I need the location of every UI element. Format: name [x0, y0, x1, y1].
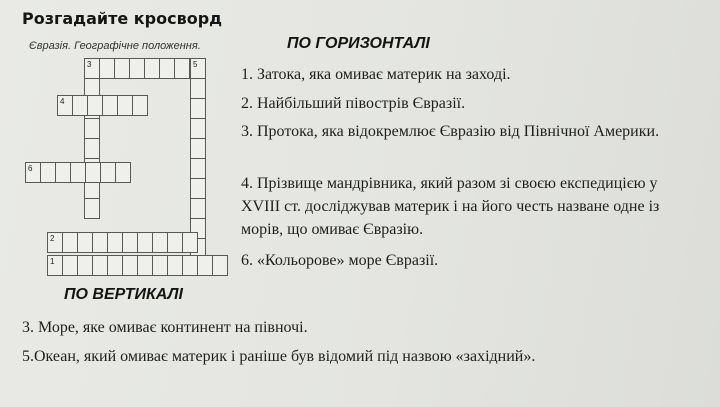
clue-number: 3 [87, 60, 92, 69]
crossword-cell[interactable] [190, 158, 206, 179]
crossword-cell[interactable] [55, 162, 71, 183]
crossword-cell[interactable] [102, 95, 118, 116]
crossword-cell[interactable] [152, 255, 168, 276]
vertical-heading: ПО ВЕРТИКАЛІ [64, 286, 183, 303]
crossword-cell[interactable] [87, 95, 103, 116]
crossword-cell[interactable] [107, 232, 123, 253]
crossword-cell[interactable] [132, 95, 148, 116]
crossword-cell[interactable] [174, 58, 190, 79]
clue-number: 5 [193, 60, 198, 69]
horizontal-clue-6: 6. «Кольорове» море Євразії. [241, 252, 439, 269]
crossword-cell[interactable] [212, 255, 228, 276]
crossword-cell[interactable] [159, 58, 175, 79]
crossword-cell[interactable] [84, 138, 100, 159]
crossword-cell[interactable] [70, 162, 86, 183]
crossword-cell[interactable] [182, 255, 198, 276]
crossword-cell[interactable] [167, 255, 183, 276]
crossword-cell[interactable] [115, 162, 131, 183]
crossword-cell[interactable] [152, 232, 168, 253]
crossword-cell[interactable] [107, 255, 123, 276]
crossword-cell[interactable] [85, 162, 101, 183]
crossword-cell[interactable] [62, 232, 78, 253]
clue-number: 6 [28, 164, 33, 173]
crossword-cell[interactable] [190, 178, 206, 199]
crossword-cell[interactable] [84, 58, 100, 79]
crossword-cell[interactable] [137, 232, 153, 253]
crossword-cell[interactable] [92, 232, 108, 253]
crossword-cell[interactable] [190, 58, 206, 79]
horizontal-heading: ПО ГОРИЗОНТАЛІ [287, 35, 430, 52]
crossword-cell[interactable] [47, 255, 63, 276]
crossword-cell[interactable] [197, 255, 213, 276]
crossword-cell[interactable] [144, 58, 160, 79]
crossword-cell[interactable] [77, 255, 93, 276]
horizontal-clue-4: 4. Прізвище мандрівника, який разом зі своєю експедицією у XVIII ст. досліджував материк і на його честь назване одне із морів, що омиває Євразію. [241, 175, 660, 238]
crossword-cell[interactable] [167, 232, 183, 253]
crossword-cell[interactable] [57, 95, 73, 116]
crossword-cell[interactable] [72, 95, 88, 116]
clue-number: 2 [50, 234, 55, 243]
crossword-cell[interactable] [84, 198, 100, 219]
crossword-cell[interactable] [99, 58, 115, 79]
crossword-cell[interactable] [92, 255, 108, 276]
crossword-cell[interactable] [40, 162, 56, 183]
clue-number: 1 [50, 257, 55, 266]
crossword-cell[interactable] [62, 255, 78, 276]
crossword-cell[interactable] [114, 58, 130, 79]
horizontal-clue-1: 1. Затока, яка омиває материк на заході. [241, 66, 511, 83]
crossword-cell[interactable] [117, 95, 133, 116]
crossword-cell[interactable] [190, 198, 206, 219]
crossword-cell[interactable] [47, 232, 63, 253]
crossword-cell[interactable] [122, 255, 138, 276]
crossword-cell[interactable] [25, 162, 41, 183]
crossword-cell[interactable] [84, 118, 100, 139]
page-title: Розгадайте кросворд [22, 9, 223, 28]
vertical-clue-3: 3. Море, яке омиває континент на півночі. [22, 319, 308, 336]
crossword-cell[interactable] [190, 118, 206, 139]
crossword-subtitle: Євразія. Географічне положення. [29, 40, 201, 52]
crossword-cell[interactable] [190, 78, 206, 99]
crossword-cell[interactable] [182, 232, 198, 253]
crossword-cell[interactable] [129, 58, 145, 79]
crossword-cell[interactable] [190, 98, 206, 119]
crossword-cell[interactable] [122, 232, 138, 253]
crossword-cell[interactable] [137, 255, 153, 276]
crossword-cell[interactable] [190, 138, 206, 159]
clue-number: 4 [60, 97, 65, 106]
crossword-cell[interactable] [100, 162, 116, 183]
horizontal-clue-2: 2. Найбільший півострів Євразії. [241, 95, 466, 112]
vertical-clue-5: 5.Океан, який омиває материк і раніше був відомий під назвою «західний». [22, 348, 536, 365]
crossword-cell[interactable] [77, 232, 93, 253]
horizontal-clue-3: 3. Протока, яка відокремлює Євразію від Північної Америки. [241, 123, 660, 140]
